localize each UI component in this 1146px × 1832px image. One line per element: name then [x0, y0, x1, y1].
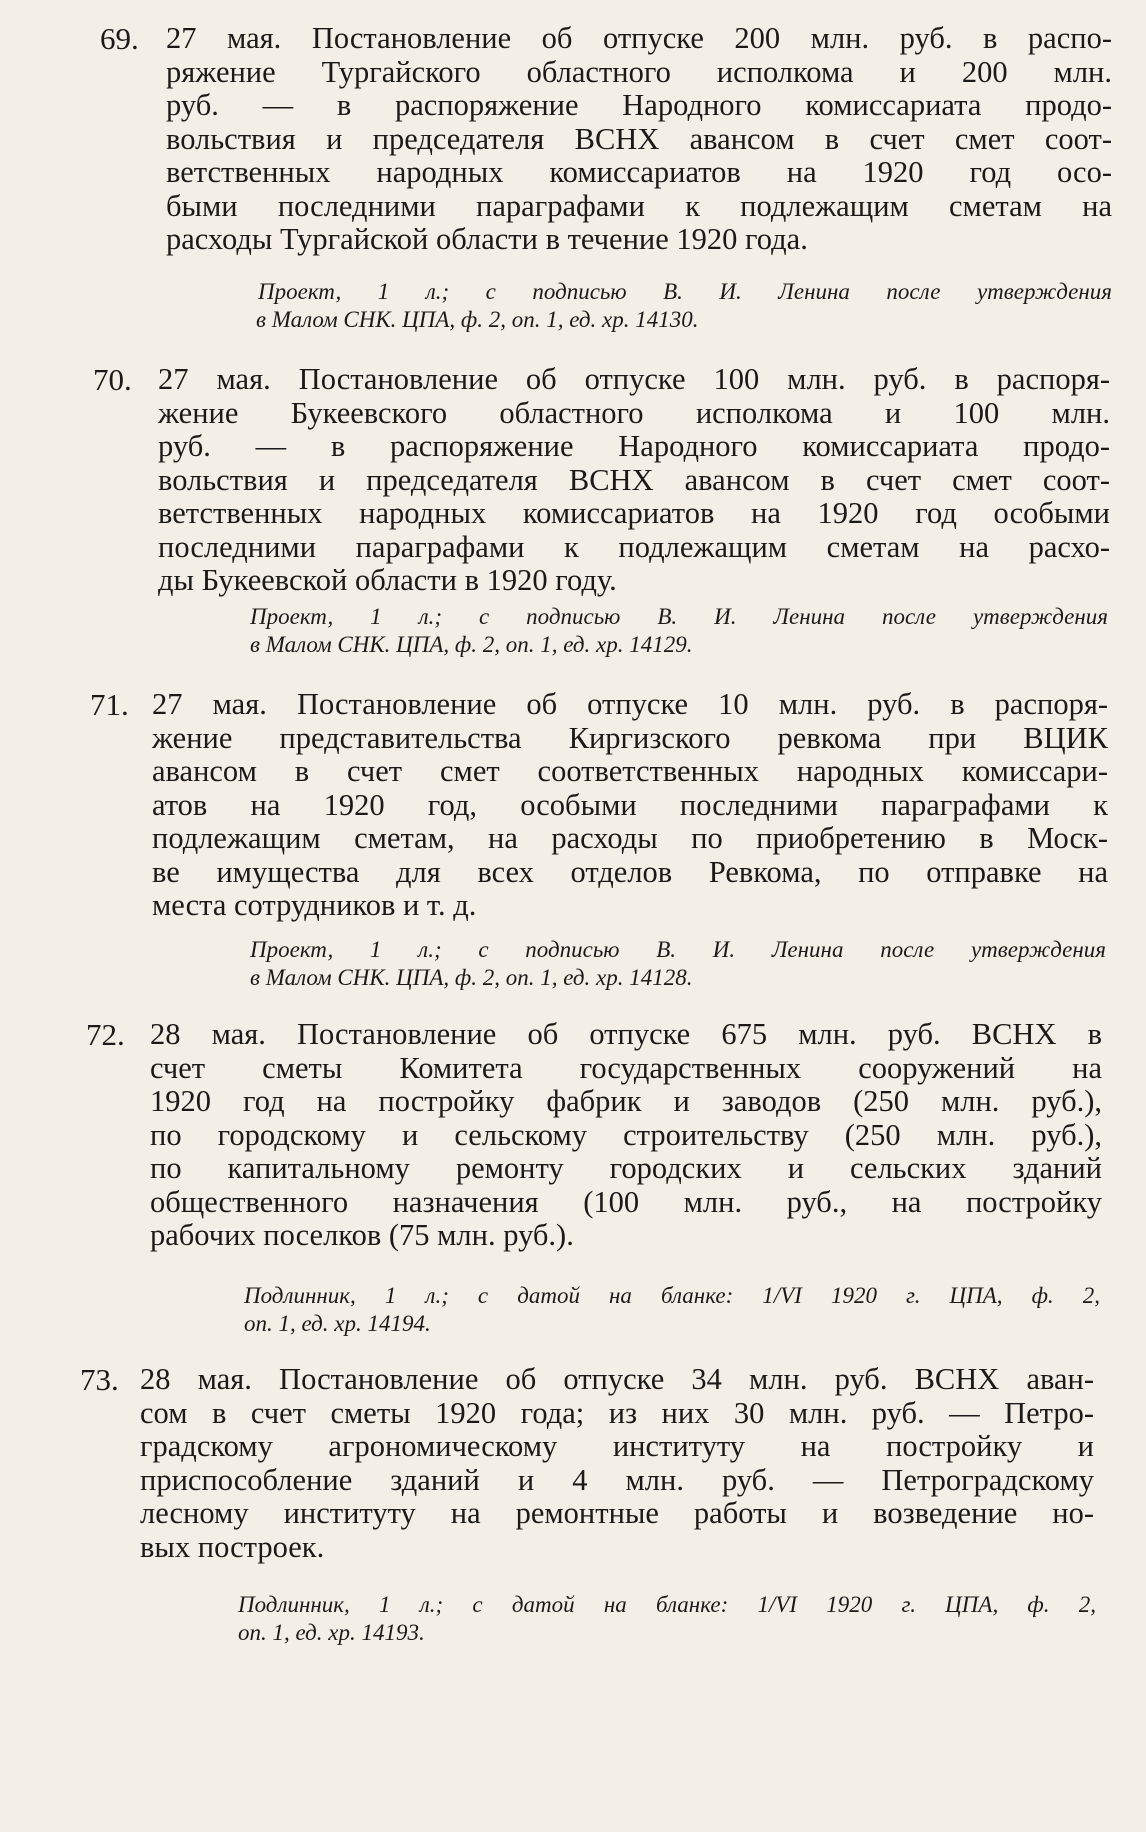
archive-source — [244, 1282, 1100, 1338]
source-line: оп. 1, ед. хр. 14194. — [244, 1311, 431, 1336]
entry-text — [158, 363, 1110, 598]
text-line: вольствия и председателя ВСНХ авансом в счет смет соот- — [158, 462, 1110, 497]
text-line: 27 мая. Постановление об отпуске 10 млн. руб. в распоря- — [152, 687, 1108, 721]
text-line: авансом в счет смет соответственных народных комиссари- — [152, 754, 1108, 788]
text-line: атов на 1920 год, особыми последними параграфами к — [152, 787, 1108, 822]
text-line: приспособление зданий и 4 млн. руб. — Петроградскому — [140, 1462, 1094, 1497]
text-line: руб. — в распоряжение Народного комиссариата продо- — [166, 88, 1112, 122]
text-line: вольствия и председателя ВСНХ авансом в счет смет соот- — [166, 121, 1112, 156]
source-line: Проект, 1 л.; с подписью В. И. Ленина после утверждения — [250, 604, 1108, 629]
text-line: общественного назначения (100 млн. руб., на постройку — [150, 1184, 1102, 1219]
entry-text — [166, 22, 1112, 257]
text-line: 28 мая. Постановление об отпуске 675 млн. руб. ВСНХ в — [150, 1017, 1102, 1051]
entry-number: 72. — [86, 1017, 125, 1052]
text-line: лесному институту на ремонтные работы и возведение но- — [140, 1496, 1094, 1530]
text-line: ве имущества для всех отделов Ревкома, по отправке на — [152, 854, 1108, 889]
text-line: 1920 год на постройку фабрик и заводов (250 млн. руб.), — [150, 1084, 1102, 1118]
text-line: ряжение Тургайского областного исполкома и 200 млн. — [166, 54, 1112, 89]
entry-text — [152, 688, 1108, 923]
text-line: сом в счет сметы 1920 года; из них 30 млн. руб. — Петро- — [140, 1395, 1094, 1430]
text-line: ветственных народных комиссариатов на 1920 год особыми — [158, 496, 1110, 530]
entry-number: 70. — [93, 362, 132, 397]
text-line: последними параграфами к подлежащим сметам на расхо- — [158, 529, 1110, 564]
text-line: быми последними параграфами к подлежащим сметам на — [166, 188, 1112, 223]
entry-number: 71. — [90, 687, 129, 722]
text-line: жение Букеевского областного исполкома и 100 млн. — [158, 395, 1110, 430]
text-line: руб. — в распоряжение Народного комиссариата продо- — [158, 429, 1110, 463]
source-line: оп. 1, ед. хр. 14193. — [238, 1620, 425, 1645]
text-line: 27 мая. Постановление об отпуске 200 млн. руб. в распо- — [166, 21, 1112, 55]
text-line: подлежащим сметам, на расходы по приобретению в Моск- — [152, 821, 1108, 855]
entry-text — [140, 1363, 1094, 1564]
text-line: ветственных народных комиссариатов на 1920 год осо- — [166, 155, 1112, 189]
text-line: вых построек. — [140, 1529, 325, 1564]
text-line: жение представительства Киргизского ревкома при ВЦИК — [152, 720, 1108, 755]
archive-source — [250, 936, 1106, 992]
source-line: в Малом СНК. ЦПА, ф. 2, оп. 1, ед. хр. 14130. — [256, 307, 699, 332]
archive-source — [258, 278, 1112, 334]
source-line: Подлинник, 1 л.; с датой на бланке: 1/VI 1920 г. ЦПА, ф. 2, — [244, 1283, 1100, 1308]
archive-source — [238, 1591, 1096, 1647]
source-line: Подлинник, 1 л.; с датой на бланке: 1/VI 1920 г. ЦПА, ф. 2, — [238, 1592, 1096, 1617]
text-line: 27 мая. Постановление об отпуске 100 млн. руб. в распоря- — [158, 362, 1110, 396]
text-line: расходы Тургайской области в течение 1920 года. — [166, 222, 808, 256]
entry-number: 73. — [80, 1362, 119, 1397]
entry-text — [150, 1018, 1102, 1253]
text-line: места сотрудников и т. д. — [152, 888, 477, 922]
source-line: в Малом СНК. ЦПА, ф. 2, оп. 1, ед. хр. 14128. — [250, 965, 693, 990]
text-line: 28 мая. Постановление об отпуске 34 млн. руб. ВСНХ аван- — [140, 1362, 1094, 1396]
text-line: счет сметы Комитета государственных сооружений на — [150, 1050, 1102, 1085]
text-line: градскому агрономическому институту на постройку и — [140, 1429, 1094, 1463]
text-line: ды Букеевской области в 1920 году. — [158, 563, 617, 597]
text-line: по капитальному ремонту городских и сельских зданий — [150, 1151, 1102, 1185]
text-line: по городскому и сельскому строительству (250 млн. руб.), — [150, 1117, 1102, 1152]
source-line: Проект, 1 л.; с подписью В. И. Ленина после утверждения — [250, 937, 1106, 962]
entry-number: 69. — [100, 21, 139, 56]
archive-source — [250, 603, 1108, 659]
source-line: Проект, 1 л.; с подписью В. И. Ленина после утверждения — [258, 279, 1112, 304]
source-line: в Малом СНК. ЦПА, ф. 2, оп. 1, ед. хр. 14129. — [250, 632, 693, 657]
text-line: рабочих поселков (75 млн. руб.). — [150, 1218, 574, 1252]
